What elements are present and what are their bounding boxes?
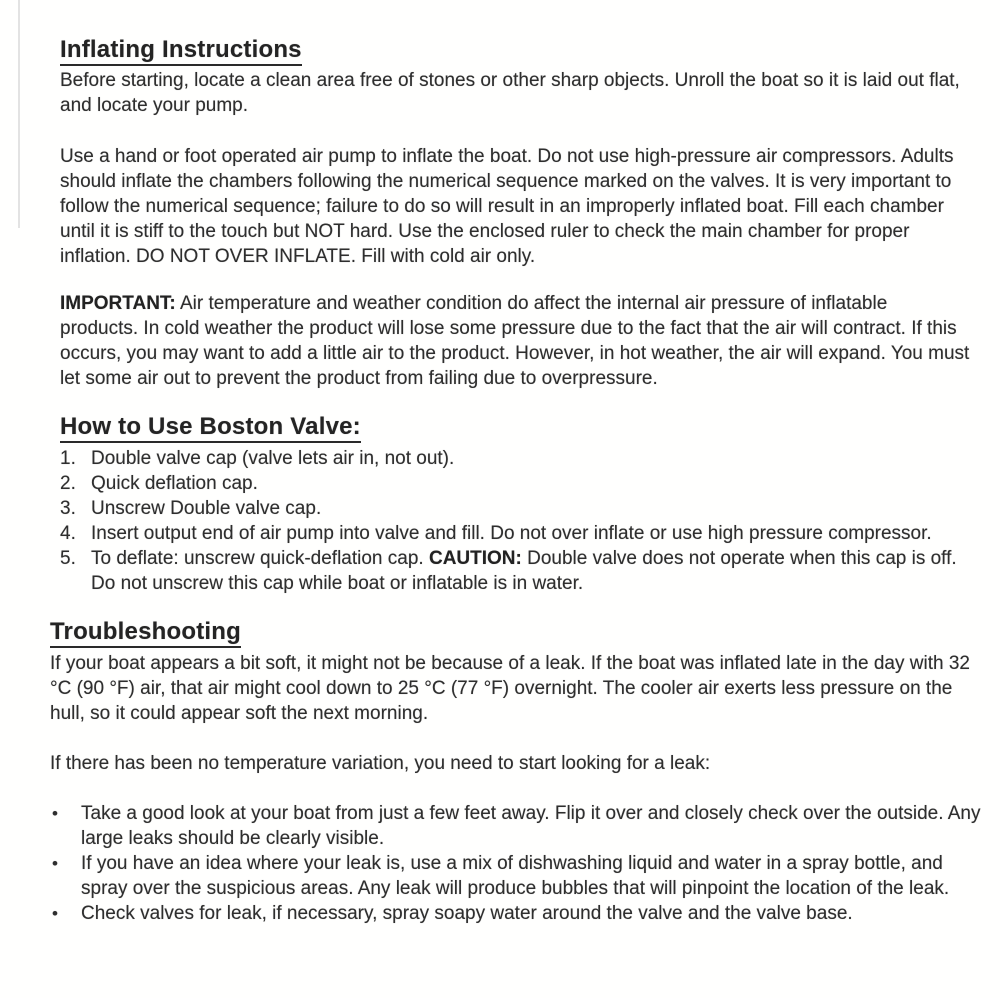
list-item-number: 4. [60,523,76,544]
important-paragraph [60,291,970,391]
inflating-paragraph-1: Before starting, locate a clean area free of stones or other sharp objects. Unroll the boat so it is laid out flat, and locate your pump. [60,70,960,116]
inflating-paragraph-2: Use a hand or foot operated air pump to inflate the boat. Do not use high-pressure air compressors. Adults should inflate the chambers following the numerical sequence marked on the valves. It is very important to follow the numerical sequence; failure to do so will result in an improperly inflated boat. Fill each chamber until it is stiff to the touch but NOT hard. Use the enclosed ruler to check the main chamber for proper inflation. DO NOT OVER INFLATE. Fill with cold air only. [60,146,954,267]
step-5-lead-text: To deflate: unscrew quick-deflation cap. [91,548,429,569]
list-item-text [91,546,970,596]
list-item [60,446,970,471]
heading-text: Troubleshooting [50,618,241,648]
list-item-number: 3. [60,498,76,519]
list-item [60,471,970,496]
list-item [60,546,970,596]
bullet-icon: • [52,804,58,823]
bullet-icon: • [52,904,58,923]
important-label: IMPORTANT: [60,293,176,314]
list-item [60,521,970,546]
section-troubleshooting [50,618,984,926]
list-item [52,901,984,926]
list-item [60,496,970,521]
scan-artifact-line [18,0,20,228]
boston-valve-heading [60,413,970,441]
heading-text: How to Use Boston Valve: [60,413,361,443]
list-item-number: 5. [60,548,76,569]
list-item-text: Unscrew Double valve cap. [91,498,322,519]
list-item-text: If you have an idea where your leak is, use a mix of dishwashing liquid and water in a spray bottle, and spray over the suspicious areas. Any leak will produce bubbles that will pinpoint the location of the leak. [81,853,950,899]
caution-label: CAUTION: [428,548,522,569]
step-5-rest-text: Double valve does not operate when this cap is off. Do not unscrew this cap while boat or inflatable is in water. [91,548,957,594]
important-text: Air temperature and weather condition do affect the internal air pressure of inflatable products. In cold weather the product will lose some pressure due to the fact that the air will contract. If this occurs, you may want to add a little air to the product. However, in hot weather, the air will expand. You must let some air out to prevent the product from failing due to overpressure. [60,293,970,389]
bullet-icon: • [52,854,58,873]
list-item-text: Insert output end of air pump into valve and fill. Do not over inflate or use high pressure compressor. [91,523,932,544]
list-item-text: Double valve cap (valve lets air in, not out). [91,448,455,469]
list-item-number: 2. [60,473,76,494]
list-item-text: Take a good look at your boat from just a few feet away. Flip it over and closely check over the outside. Any large leaks should be clearly visible. [81,803,981,849]
troubleshooting-paragraph-2: If there has been no temperature variation, you need to start looking for a leak: [50,753,711,774]
list-item [52,801,984,851]
troubleshooting-paragraph-1: If your boat appears a bit soft, it might not be because of a leak. If the boat was inflated late in the day with 32 °C (90 °F) air, that air might cool down to 25 °C (77 °F) overnight. The cooler air exerts less pressure on the hull, so it could appear soft the next morning. [50,653,970,724]
section-boston-valve [60,413,970,596]
section-inflating-instructions [60,36,970,391]
heading-text: Inflating Instructions [60,36,302,66]
list-item [52,851,984,901]
inflating-instructions-heading [60,36,970,64]
leak-check-list [50,801,984,926]
list-item-text: Check valves for leak, if necessary, spray soapy water around the valve and the valve base. [81,903,853,924]
list-item-text: Quick deflation cap. [91,473,258,494]
troubleshooting-heading [50,618,984,646]
boston-valve-steps [60,446,970,596]
list-item-number: 1. [60,448,76,469]
